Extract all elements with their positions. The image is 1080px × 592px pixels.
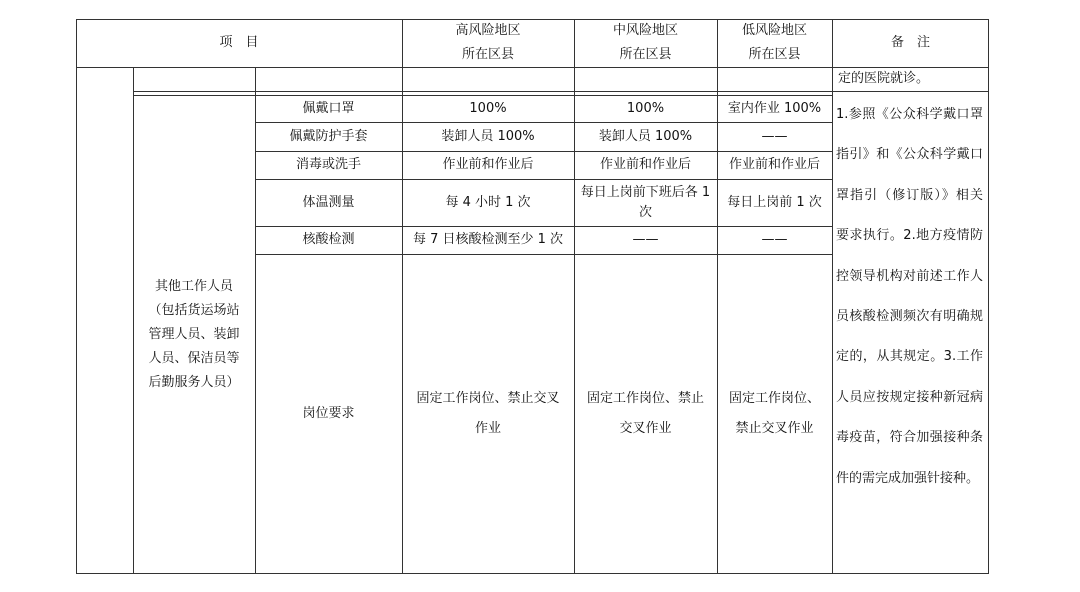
row-low: 固定工作岗位、禁止交叉作业 [728, 391, 820, 436]
border-col [717, 19, 718, 574]
row-high: 100% [469, 100, 507, 116]
border-header-bottom [76, 67, 989, 68]
border-row [133, 91, 989, 92]
border-row [255, 226, 832, 227]
row-high: 固定工作岗位、禁止交叉作业 [416, 391, 560, 436]
border-row [255, 179, 832, 180]
header-mid-line2: 所在区县 [619, 47, 672, 62]
border-left [76, 19, 77, 574]
border-col [832, 19, 833, 574]
row-low: —— [761, 232, 788, 247]
header-remark: 备 注 [890, 35, 930, 50]
row-mid: 固定工作岗位、禁止交叉作业 [586, 391, 704, 436]
row-label: 体温测量 [302, 194, 355, 210]
category-line: 管理人员、装卸 [148, 326, 240, 342]
header-low-risk [717, 19, 832, 67]
row-label: 核酸检测 [302, 232, 355, 247]
category-line: （包括货运场站 [148, 302, 240, 318]
header-mid-line1: 中风险地区 [612, 23, 678, 38]
header-high-line2: 所在区县 [461, 47, 514, 62]
row-low: —— [761, 128, 788, 144]
row-mid: 每日上岗前下班后各 1 次 [580, 184, 711, 220]
requirements-table [76, 19, 989, 574]
row-high: 装卸人员 100% [441, 128, 535, 144]
row-low: 每日上岗前 1 次 [727, 194, 822, 210]
row-label: 岗位要求 [302, 406, 355, 421]
border-bottom [76, 573, 989, 574]
row-mid: 作业前和作业后 [599, 157, 691, 172]
border-col [402, 19, 403, 574]
header-high-line1: 高风险地区 [455, 23, 521, 38]
prev-remark: 定的医院就诊。 [838, 71, 930, 86]
border-col [133, 67, 134, 574]
row-high: 作业前和作业后 [442, 157, 534, 172]
category-line: 人员、保洁员等 [148, 350, 240, 366]
border-row [255, 122, 832, 123]
border-top [76, 19, 989, 20]
border-col [255, 67, 256, 574]
row-label: 佩戴口罩 [302, 100, 355, 116]
row-mid: 100% [626, 100, 665, 116]
row-label: 消毒或洗手 [295, 157, 361, 172]
row-mid: 装卸人员 100% [598, 128, 693, 144]
border-col [574, 19, 575, 574]
row-low: 室内作业 100% [727, 100, 822, 116]
header-low-line1: 低风险地区 [741, 23, 807, 38]
row-low: 作业前和作业后 [728, 157, 820, 172]
border-row [133, 95, 832, 96]
category-label [133, 95, 255, 574]
header-high-risk [402, 19, 574, 67]
border-row [255, 254, 832, 255]
header-item: 项 目 [219, 35, 259, 50]
row-high: 每 7 日核酸检测至少 1 次 [412, 232, 564, 247]
row-label: 佩戴防护手套 [289, 128, 368, 144]
category-line: 后勤服务人员） [148, 374, 240, 390]
remarks-notes: 1.参照《公众科学戴口罩指引》和《公众科学戴口罩指引（修订版）》相关要求执行。2.地方疫情防控领导机构对前述工作人员核酸检测频次有明确规定的，从其规定。3.工作人员应按规定接种新冠病毒疫苗，符合加强接种条件的需完成加强针接种。 [836, 107, 983, 486]
header-mid-risk [574, 19, 717, 67]
row-mid: —— [632, 232, 659, 247]
row-high: 每 4 小时 1 次 [445, 194, 531, 210]
category-line: 其他工作人员 [154, 278, 233, 294]
border-right [988, 19, 989, 574]
border-row [255, 151, 832, 152]
header-low-line2: 所在区县 [748, 47, 801, 62]
